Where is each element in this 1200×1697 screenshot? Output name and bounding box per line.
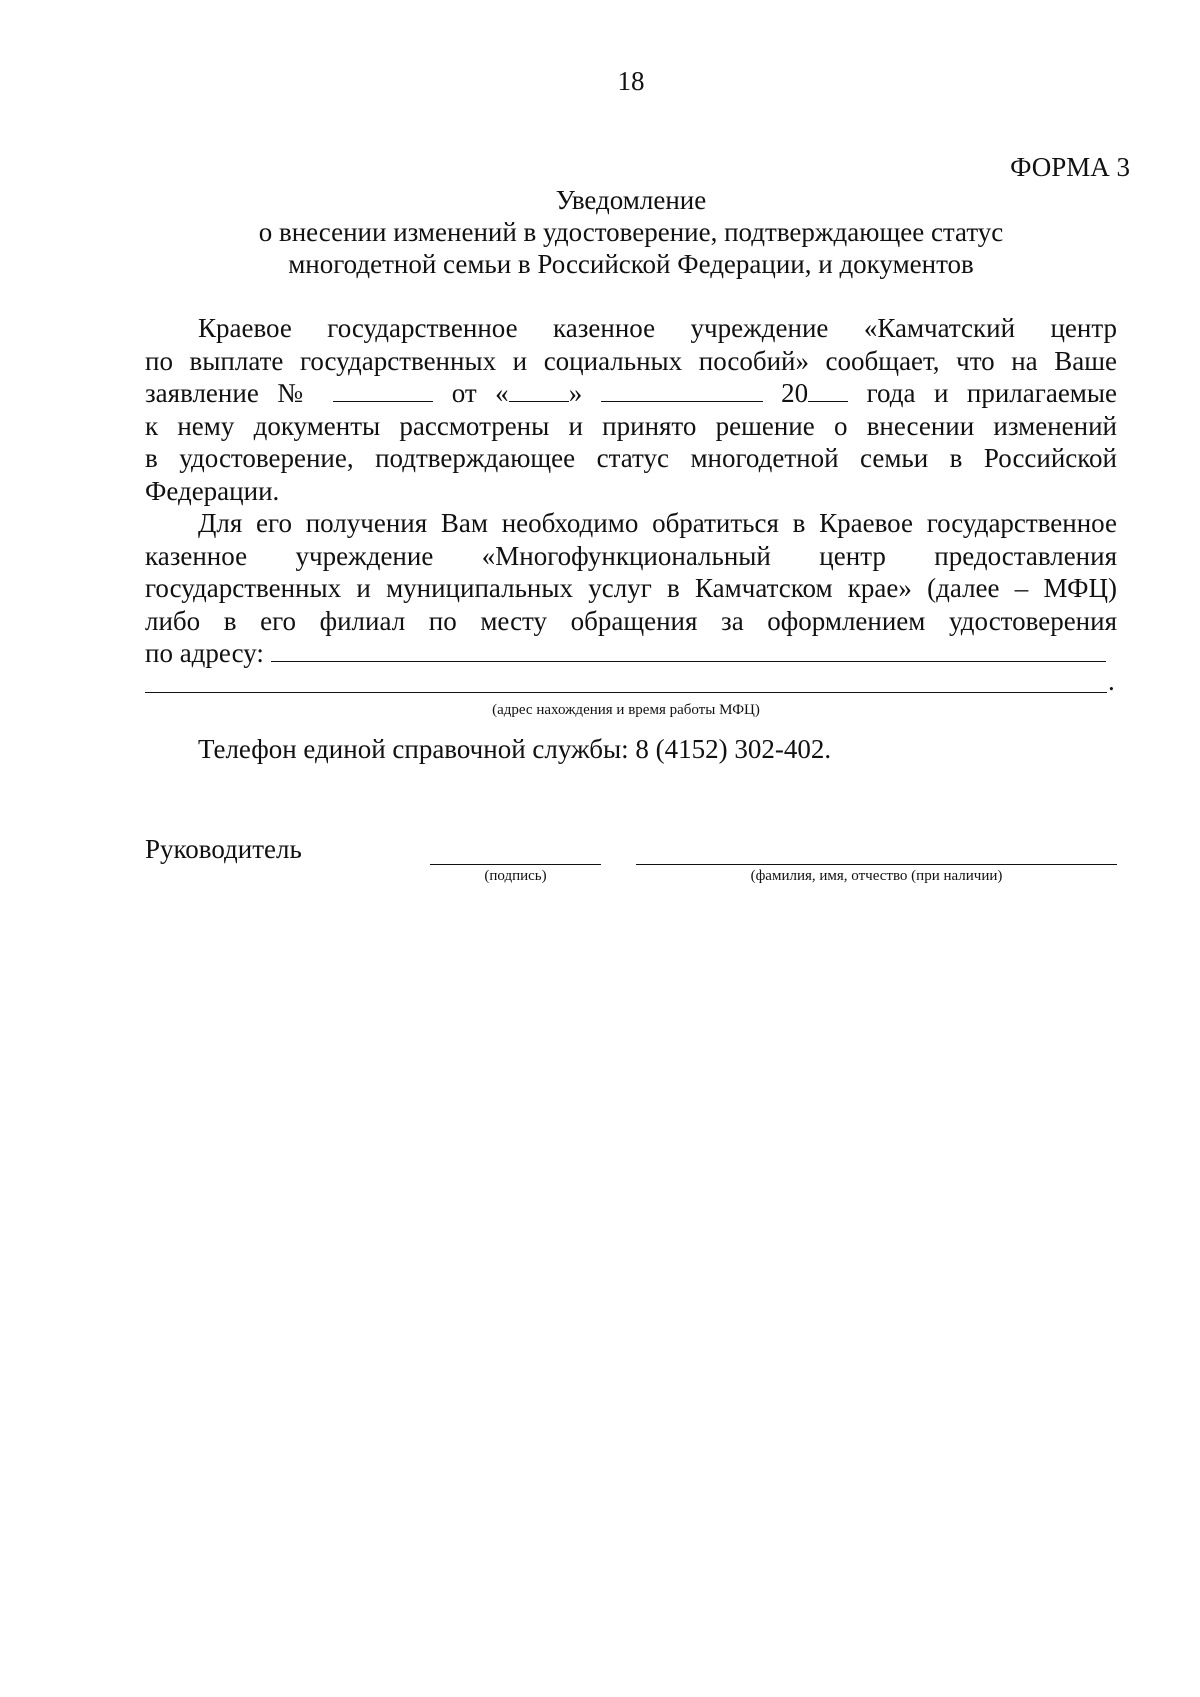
application-number-blank[interactable] [333, 379, 433, 402]
title-line-3: многодетной семьи в Российской Федерации, и документов [288, 249, 974, 279]
paragraph1-line-6: Федерации. [145, 475, 280, 506]
paragraph2-line-2: казенное учреждение «Многофункциональный центр предоставления [145, 540, 1117, 571]
paragraph2-line-5 [145, 637, 1117, 670]
paragraph2-line-1: Для его получения Вам необходимо обратиться в Краевое государственное [198, 508, 1117, 538]
phone-line: Телефон единой справочной службы: 8 (4152) 302-402. [198, 734, 832, 764]
page-number: 18 [617, 66, 645, 96]
address-blank[interactable] [271, 639, 1106, 662]
full-name-blank[interactable] [636, 864, 1117, 865]
year-prefix: 20 [781, 378, 809, 408]
paragraph1-line-3 [145, 377, 1117, 410]
form-label: ФОРМА 3 [1010, 152, 1130, 182]
paragraph1-line-5: в удостоверение, подтверждающее статус многодетной семьи в Российской [145, 443, 1117, 473]
title-line-2: о внесении изменений в удостоверение, подтверждающее статус [258, 217, 1004, 247]
head-label: Руководитель [145, 834, 302, 864]
full-name-caption: (фамилия, имя, отчество (при наличии) [750, 868, 1003, 884]
application-number-label: заявление № [145, 378, 315, 408]
paragraph1-line-1: Краевое государственное казенное учреждение «Камчатский центр [198, 313, 1117, 343]
paragraph1-line-4: к нему документы рассмотрены и принято решение о внесении изменений [145, 410, 1117, 441]
title-line-1: Уведомление [555, 185, 707, 215]
day-blank[interactable] [509, 379, 569, 402]
document-body [145, 312, 1117, 670]
signature-blank[interactable] [430, 864, 601, 865]
paragraph1-line-2: по выплате государственных и социальных пособий» сообщает, что на Ваше [145, 345, 1117, 376]
document-title [145, 184, 1117, 280]
paragraph2-line-4: либо в его филиал по месту обращения за оформлением удостоверения [145, 605, 1117, 636]
application-suffix: года и прилагаемые [866, 378, 1118, 408]
address-caption: (адрес нахождения и время работы МФЦ) [492, 702, 760, 718]
date-from-label: от « [451, 378, 509, 408]
month-blank[interactable] [601, 379, 763, 402]
year-blank[interactable] [808, 379, 848, 402]
signature-caption: (подпись) [484, 868, 547, 884]
paragraph2-line-3: государственных и муниципальных услуг в Камчатском крае» (далее – МФЦ) [145, 573, 1117, 603]
address-end-mark: . [1108, 666, 1115, 696]
date-quote-close: » [568, 378, 583, 408]
address-label: по адресу: [145, 638, 264, 668]
address-second-line[interactable] [145, 692, 1107, 693]
